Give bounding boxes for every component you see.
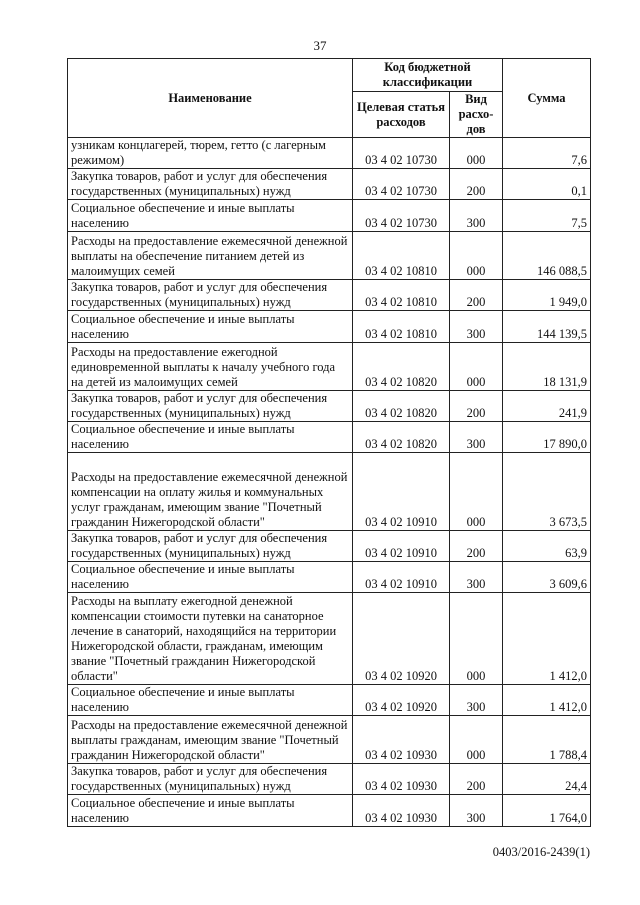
- table-row: [68, 138, 591, 169]
- row-target-article: 03 4 02 10820: [353, 343, 450, 391]
- row-target-article: 03 4 02 10910: [353, 453, 450, 531]
- row-amount: 146 088,5: [503, 232, 591, 280]
- row-name: Закупка товаров, работ и услуг для обеспечения государственных (муниципальных) нужд: [68, 531, 353, 562]
- row-expense-type: 200: [450, 531, 503, 562]
- row-expense-type: 200: [450, 764, 503, 795]
- table-row: [68, 232, 591, 280]
- row-amount: 18 131,9: [503, 343, 591, 391]
- row-amount: 1 412,0: [503, 685, 591, 716]
- row-target-article: 03 4 02 10820: [353, 422, 450, 453]
- row-name: Социальное обеспечение и иные выплаты населению: [68, 562, 353, 593]
- row-target-article: 03 4 02 10910: [353, 531, 450, 562]
- row-target-article: 03 4 02 10810: [353, 311, 450, 343]
- row-name: Социальное обеспечение и иные выплаты населению: [68, 795, 353, 827]
- row-amount: 3 673,5: [503, 453, 591, 531]
- row-target-article: 03 4 02 10930: [353, 764, 450, 795]
- row-expense-type: 000: [450, 453, 503, 531]
- row-name: Закупка товаров, работ и услуг для обеспечения государственных (муниципальных) нужд: [68, 280, 353, 311]
- header-sum: Сумма: [503, 59, 591, 138]
- table-row: [68, 795, 591, 827]
- row-amount: 0,1: [503, 169, 591, 200]
- row-target-article: 03 4 02 10920: [353, 593, 450, 685]
- row-expense-type: 200: [450, 391, 503, 422]
- row-expense-type: 300: [450, 200, 503, 232]
- row-amount: 7,6: [503, 138, 591, 169]
- table-row: [68, 531, 591, 562]
- header-csr: Целевая статья расходов: [353, 92, 450, 138]
- row-target-article: 03 4 02 10820: [353, 391, 450, 422]
- row-expense-type: 000: [450, 232, 503, 280]
- row-amount: 1 788,4: [503, 716, 591, 764]
- row-amount: 3 609,6: [503, 562, 591, 593]
- row-expense-type: 000: [450, 138, 503, 169]
- row-name: Расходы на выплату ежегодной денежной компенсации стоимости путевки на санаторное лечение в санаторий, находящийся на территории Нижегородской области, гражданам, имеющим звание "Почетный гражданин Нижегородской области": [68, 593, 353, 685]
- table-row: [68, 343, 591, 391]
- row-expense-type: 200: [450, 280, 503, 311]
- row-expense-type: 200: [450, 169, 503, 200]
- row-amount: 17 890,0: [503, 422, 591, 453]
- row-expense-type: 000: [450, 716, 503, 764]
- table-row: [68, 562, 591, 593]
- table-row: [68, 593, 591, 685]
- row-target-article: 03 4 02 10730: [353, 169, 450, 200]
- row-name: Закупка товаров, работ и услуг для обеспечения государственных (муниципальных) нужд: [68, 764, 353, 795]
- table-row: [68, 453, 591, 531]
- row-target-article: 03 4 02 10930: [353, 716, 450, 764]
- row-amount: 144 139,5: [503, 311, 591, 343]
- row-name: Закупка товаров, работ и услуг для обеспечения государственных (муниципальных) нужд: [68, 169, 353, 200]
- row-name: Расходы на предоставление ежемесячной денежной компенсации на оплату жилья и коммунальных услуг гражданам, имеющим звание "Почетный гражданин Нижегородской области": [68, 453, 353, 531]
- table-row: [68, 422, 591, 453]
- table-row: [68, 391, 591, 422]
- document-code: 0403/2016-2439(1): [492, 845, 590, 859]
- row-name: Социальное обеспечение и иные выплаты населению: [68, 311, 353, 343]
- header-kbk-group: Код бюджетной классификации: [353, 59, 503, 92]
- row-name: Расходы на предоставление ежегодной единовременной выплаты к началу учебного года на детей из малоимущих семей: [68, 343, 353, 391]
- budget-table: [67, 58, 591, 827]
- table-row: [68, 311, 591, 343]
- row-name: Расходы на предоставление ежемесячной денежной выплаты на обеспечение питанием детей из малоимущих семей: [68, 232, 353, 280]
- table-row: [68, 280, 591, 311]
- row-amount: 24,4: [503, 764, 591, 795]
- row-target-article: 03 4 02 10930: [353, 795, 450, 827]
- page-number: 37: [313, 38, 327, 53]
- row-target-article: 03 4 02 10730: [353, 138, 450, 169]
- row-name: Социальное обеспечение и иные выплаты населению: [68, 685, 353, 716]
- row-expense-type: 300: [450, 795, 503, 827]
- table-row: [68, 200, 591, 232]
- row-expense-type: 300: [450, 422, 503, 453]
- row-amount: 241,9: [503, 391, 591, 422]
- table-row: [68, 764, 591, 795]
- table-row: [68, 716, 591, 764]
- row-name: Социальное обеспечение и иные выплаты населению: [68, 422, 353, 453]
- row-expense-type: 000: [450, 343, 503, 391]
- row-target-article: 03 4 02 10910: [353, 562, 450, 593]
- row-expense-type: 000: [450, 593, 503, 685]
- table-row: [68, 169, 591, 200]
- row-amount: 1 412,0: [503, 593, 591, 685]
- table-body: [68, 138, 591, 827]
- row-target-article: 03 4 02 10810: [353, 232, 450, 280]
- row-amount: 1 764,0: [503, 795, 591, 827]
- row-target-article: 03 4 02 10810: [353, 280, 450, 311]
- row-target-article: 03 4 02 10730: [353, 200, 450, 232]
- row-name: Закупка товаров, работ и услуг для обеспечения государственных (муниципальных) нужд: [68, 391, 353, 422]
- row-name: Социальное обеспечение и иные выплаты населению: [68, 200, 353, 232]
- row-target-article: 03 4 02 10920: [353, 685, 450, 716]
- row-amount: 1 949,0: [503, 280, 591, 311]
- row-expense-type: 300: [450, 311, 503, 343]
- row-expense-type: 300: [450, 562, 503, 593]
- table-row: [68, 685, 591, 716]
- header-vr: Вид расхо-дов: [450, 92, 503, 138]
- row-amount: 63,9: [503, 531, 591, 562]
- row-amount: 7,5: [503, 200, 591, 232]
- row-expense-type: 300: [450, 685, 503, 716]
- row-name: узникам концлагерей, тюрем, гетто (с лагерным режимом): [68, 138, 353, 169]
- row-name: Расходы на предоставление ежемесячной денежной выплаты гражданам, имеющим звание "Почетный гражданин Нижегородской области": [68, 716, 353, 764]
- header-name: Наименование: [68, 59, 353, 138]
